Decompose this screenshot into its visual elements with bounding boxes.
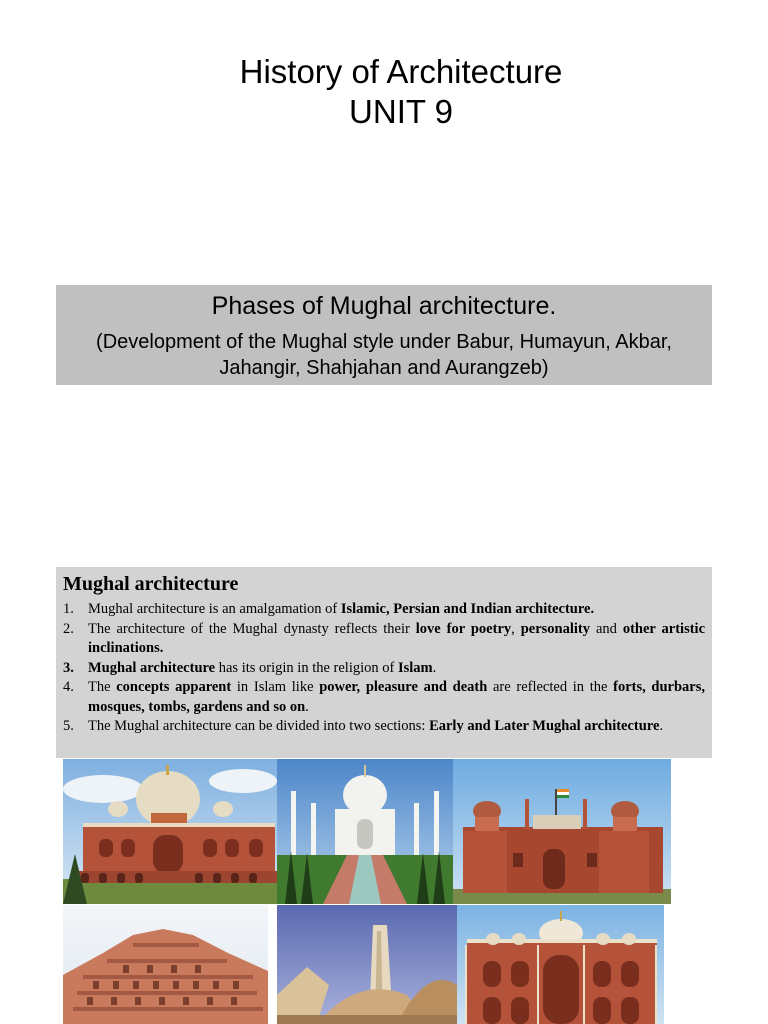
phases-subtitle-line-2: Jahangir, Shahjahan and Aurangzeb)	[219, 357, 549, 379]
phases-heading-box	[56, 285, 712, 385]
emphasized-text: concepts apparent	[116, 679, 232, 695]
intro-list-item	[63, 678, 705, 717]
list-item-text: has its origin in the religion of	[215, 659, 398, 676]
list-item-text: The	[88, 679, 117, 695]
hawa-mahal-photo	[63, 905, 268, 1024]
list-item-text: ,	[511, 620, 521, 637]
intro-list-item	[63, 620, 705, 659]
red-fort-photo	[453, 759, 671, 904]
emphasized-text: personality	[520, 620, 590, 637]
intro-list-item	[63, 600, 705, 620]
list-item-text: and	[590, 620, 623, 637]
emphasized-text: Islamic, Persian and Indian architecture.	[340, 601, 595, 617]
list-item-text: .	[432, 659, 437, 676]
intro-list-item	[63, 717, 705, 737]
intro-heading: Mughal architecture	[63, 573, 239, 595]
emphasized-text: love for poetry	[415, 620, 512, 637]
emphasized-text: forts, durbars, mosques, tombs, gardens and so on	[88, 679, 705, 715]
list-item-text: .	[305, 698, 309, 715]
list-item-number: 4.	[63, 679, 74, 695]
list-item-text: The Mughal architecture can be divided into two sections:	[88, 718, 430, 734]
document-title	[0, 52, 768, 132]
list-item-number: 1.	[63, 601, 74, 617]
list-item-text: in Islam like	[231, 679, 320, 695]
mughal-intro-box	[56, 567, 712, 758]
list-item-text: The architecture of the Mughal dynasty reflects their	[88, 620, 416, 637]
phases-subtitle-line-1: (Development of the Mughal style under Babur, Humayun, Akbar,	[96, 331, 672, 353]
title-line-2: UNIT 9	[349, 93, 453, 130]
list-item-text: are reflected in the	[487, 679, 614, 695]
list-item-text: Mughal architecture is an amalgamation of	[88, 601, 341, 617]
intro-list	[63, 600, 705, 737]
emphasized-text: Early and Later Mughal architecture	[429, 718, 660, 734]
intro-list-item	[63, 659, 705, 679]
jantar-mantar-photo	[277, 905, 457, 1024]
phases-subtitle	[56, 329, 712, 381]
title-line-1: History of Architecture	[239, 53, 563, 90]
humayun-tomb-photo	[63, 759, 277, 904]
list-item-number: 3.	[63, 659, 74, 676]
emphasized-text: Mughal architecture	[88, 659, 216, 676]
list-item-number: 5.	[63, 718, 74, 734]
emphasized-text: power, pleasure and death	[319, 679, 488, 695]
list-item-text: .	[659, 718, 664, 734]
emphasized-text: other artistic inclinations.	[88, 620, 706, 656]
taj-mahal-photo	[277, 759, 453, 904]
emphasized-text: Islam	[397, 659, 433, 676]
phases-title: Phases of Mughal architecture.	[211, 292, 557, 320]
humayun-tomb-closeup-photo	[457, 905, 664, 1024]
list-item-number: 2.	[63, 620, 74, 637]
